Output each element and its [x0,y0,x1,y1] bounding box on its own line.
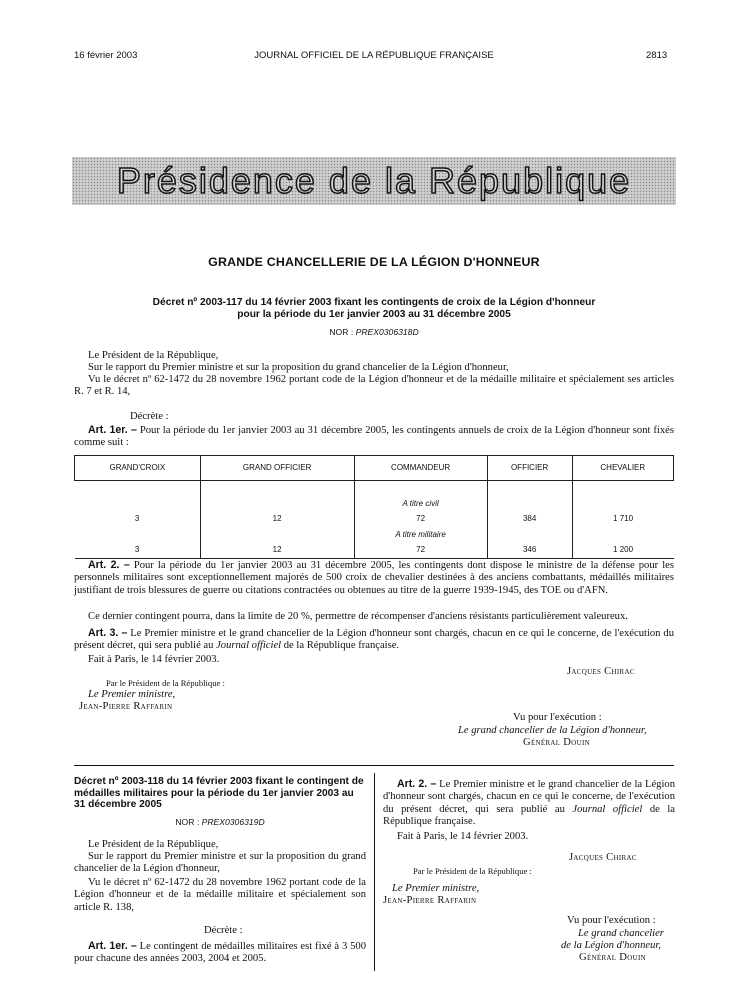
decree2-preamble-rapport: Sur le rapport du Premier ministre et sur la proposition du grand chancelier de la Légion d'honneur, [74,851,366,875]
table-row-civil [75,512,674,527]
article-text: Le contingent de médailles militaires est fixé à 3 500 pour chacune des années 2003, 2004 et 2005. [74,941,367,965]
decree2-article2 [383,778,675,829]
decree2-nor [74,816,366,828]
decree1-gc-name: Général Douin [523,737,590,748]
contingents-table [74,455,674,559]
section-title: GRANDE CHANCELLERIE DE LA LÉGION D'HONNEUR [208,255,540,269]
decree1-decrete: Décrète : [130,411,169,422]
article-label: Art. 1er. – [88,424,137,436]
decree1-preamble-rapport: Sur le rapport du Premier ministre et sur la proposition du grand chancelier de la Légion d'honneur, [88,362,509,373]
article-label: Art. 2. – [397,778,437,790]
decree2-gc-name: Général Douin [579,952,646,963]
decree2-preamble-vu: Vu le décret nº 62-1472 du 28 novembre 1962 portant code de la Légion d'honneur et de la médaille militaire et spécialement son article R. 138, [74,877,366,913]
table-cell: 12 [200,543,354,559]
article-label: Art. 1er. – [88,940,137,952]
decree1-gc-title: Le grand chancelier de la Légion d'honneur, [458,725,647,736]
nor-label: NOR : [329,327,354,337]
decree1-fait: Fait à Paris, le 14 février 2003. [88,654,220,665]
decree1-article3 [74,627,674,653]
decree2-par-le-president: Par le Président de la République : [413,866,532,876]
decree2-pm-title: Le Premier ministre, [392,883,480,894]
column-divider [374,773,375,971]
col-header-grand-officier: GRAND OFFICIER [200,456,354,481]
decree2-decrete: Décrète : [204,925,243,936]
decree2-gc-title-1: Le grand chancelier [578,928,664,939]
journal-title: JOURNAL OFFICIEL DE LA RÉPUBLIQUE FRANÇAISE [254,50,494,61]
decree2-signatory: Jacques Chirac [569,852,637,863]
decree1-article2-paragraph: Ce dernier contingent pourra, dans la limite de 20 %, permettre de récompenser d'anciens résistants particulièrement valeureux. [88,611,628,622]
table-cell: 384 [487,512,572,527]
nor-code: PREX0306318D [355,327,419,337]
decree1-article1 [74,424,674,450]
table-cell: 72 [354,512,487,527]
article-text: de la République française. [281,640,400,652]
decree1-par-le-president: Par le Président de la République : [106,678,225,688]
table-row-military [75,543,674,559]
table-subheader-military [75,527,674,543]
table-cell: 3 [134,514,140,524]
table-cell: 1 200 [572,543,673,559]
col-header-chevalier: CHEVALIER [572,456,673,481]
decree1-article2 [74,559,674,597]
col-header-grand-croix: GRAND'CROIX [75,456,201,481]
table-cell: 346 [487,543,572,559]
article-label: Art. 2. – [88,559,130,571]
decree1-preamble-vu: Vu le décret nº 62-1472 du 28 novembre 1962 portant code de la Légion d'honneur et de la médaille militaire et spécialement ses articles R. 7 et R. 14, [74,374,674,398]
decree2-gc-title-2: de la Légion d'honneur, [561,940,661,951]
table-cell: 1 710 [572,512,673,527]
col-header-commandeur: COMMANDEUR [354,456,487,481]
decree2-title: Décret nº 2003-118 du 14 février 2003 fixant le contingent de médailles militaires pour la période du 1er janvier 2003 au 31 décembre 2005 [74,776,364,810]
table-cell: 72 [354,543,487,559]
table-cell: 12 [200,512,354,527]
decree1-nor [74,326,674,338]
decree2-pm-name: Jean-Pierre Raffarin [383,895,477,906]
decree1-vu-execution: Vu pour l'exécution : [513,712,602,723]
decree1-title [74,297,674,320]
article-text: Le Premier ministre et le grand chancelier de la Légion d'honneur sont chargés, chacun en ce qui le concerne, de l'exécution du présent décret, qui sera publié au [383,779,676,815]
table-subheader-civil [75,496,674,512]
page-date: 16 février 2003 [74,50,138,61]
article-text: Le Premier ministre et le grand chancelier de la Légion d'honneur sont chargés, chacun en ce qui le concerne, de l'exécution du présent décret, qui sera publié au [74,628,674,652]
decree2-preamble-president: Le Président de la République, [88,839,219,850]
decree1-signatory: Jacques Chirac [567,666,635,677]
article-text: de la République française. [383,803,675,828]
page-number: 2813 [646,50,668,61]
decree1-pm-title: Le Premier ministre, [88,689,176,700]
nor-label: NOR : [175,817,200,827]
article-text: Pour la période du 1er janvier 2003 au 31 décembre 2005, les contingents annuels de croix de la Légion d'honneur sont fixés comme suit : [74,425,674,449]
decree2-vu-execution: Vu pour l'exécution : [567,915,656,926]
article-text: Pour la période du 1er janvier 2003 au 31 décembre 2005, les contingents dont dispose le ministre de la défense pour les personnels militaires sont exceptionnellement majorés de 500 croix de chevalier destinées à des anciens combattants, médaillés militaires justifiant de trois blessures de guerre ou citations contractées ou obtenues au titre de la guerre 1939-1945, des TOE ou d'AFN. [74,560,675,596]
article-label: Art. 3. – [88,627,128,639]
col-header-officier: OFFICIER [487,456,572,481]
table-header-row [75,456,674,481]
decree1-preamble-president: Le Président de la République, [88,350,219,361]
banner-title: Présidence de la République [116,160,632,201]
military-label: A titre militaire [354,527,487,543]
table-cell: 3 [75,543,201,559]
decree2-fait: Fait à Paris, le 14 février 2003. [397,831,529,842]
journal-officiel: Journal officiel [572,803,643,815]
decree2-article1 [74,940,366,966]
decree1-title-line2: pour la période du 1er janvier 2003 au 31 décembre 2005 [237,308,511,320]
presidence-banner [72,157,676,205]
nor-code: PREX0306319D [201,817,265,827]
decree1-pm-name: Jean-Pierre Raffarin [79,701,173,712]
decree1-title-line1: Décret nº 2003-117 du 14 février 2003 fixant les contingents de croix de la Légion d'honneur [152,297,596,308]
journal-officiel: Journal officiel [216,640,282,652]
section-divider [74,765,674,766]
civil-label: A titre civil [354,496,487,512]
